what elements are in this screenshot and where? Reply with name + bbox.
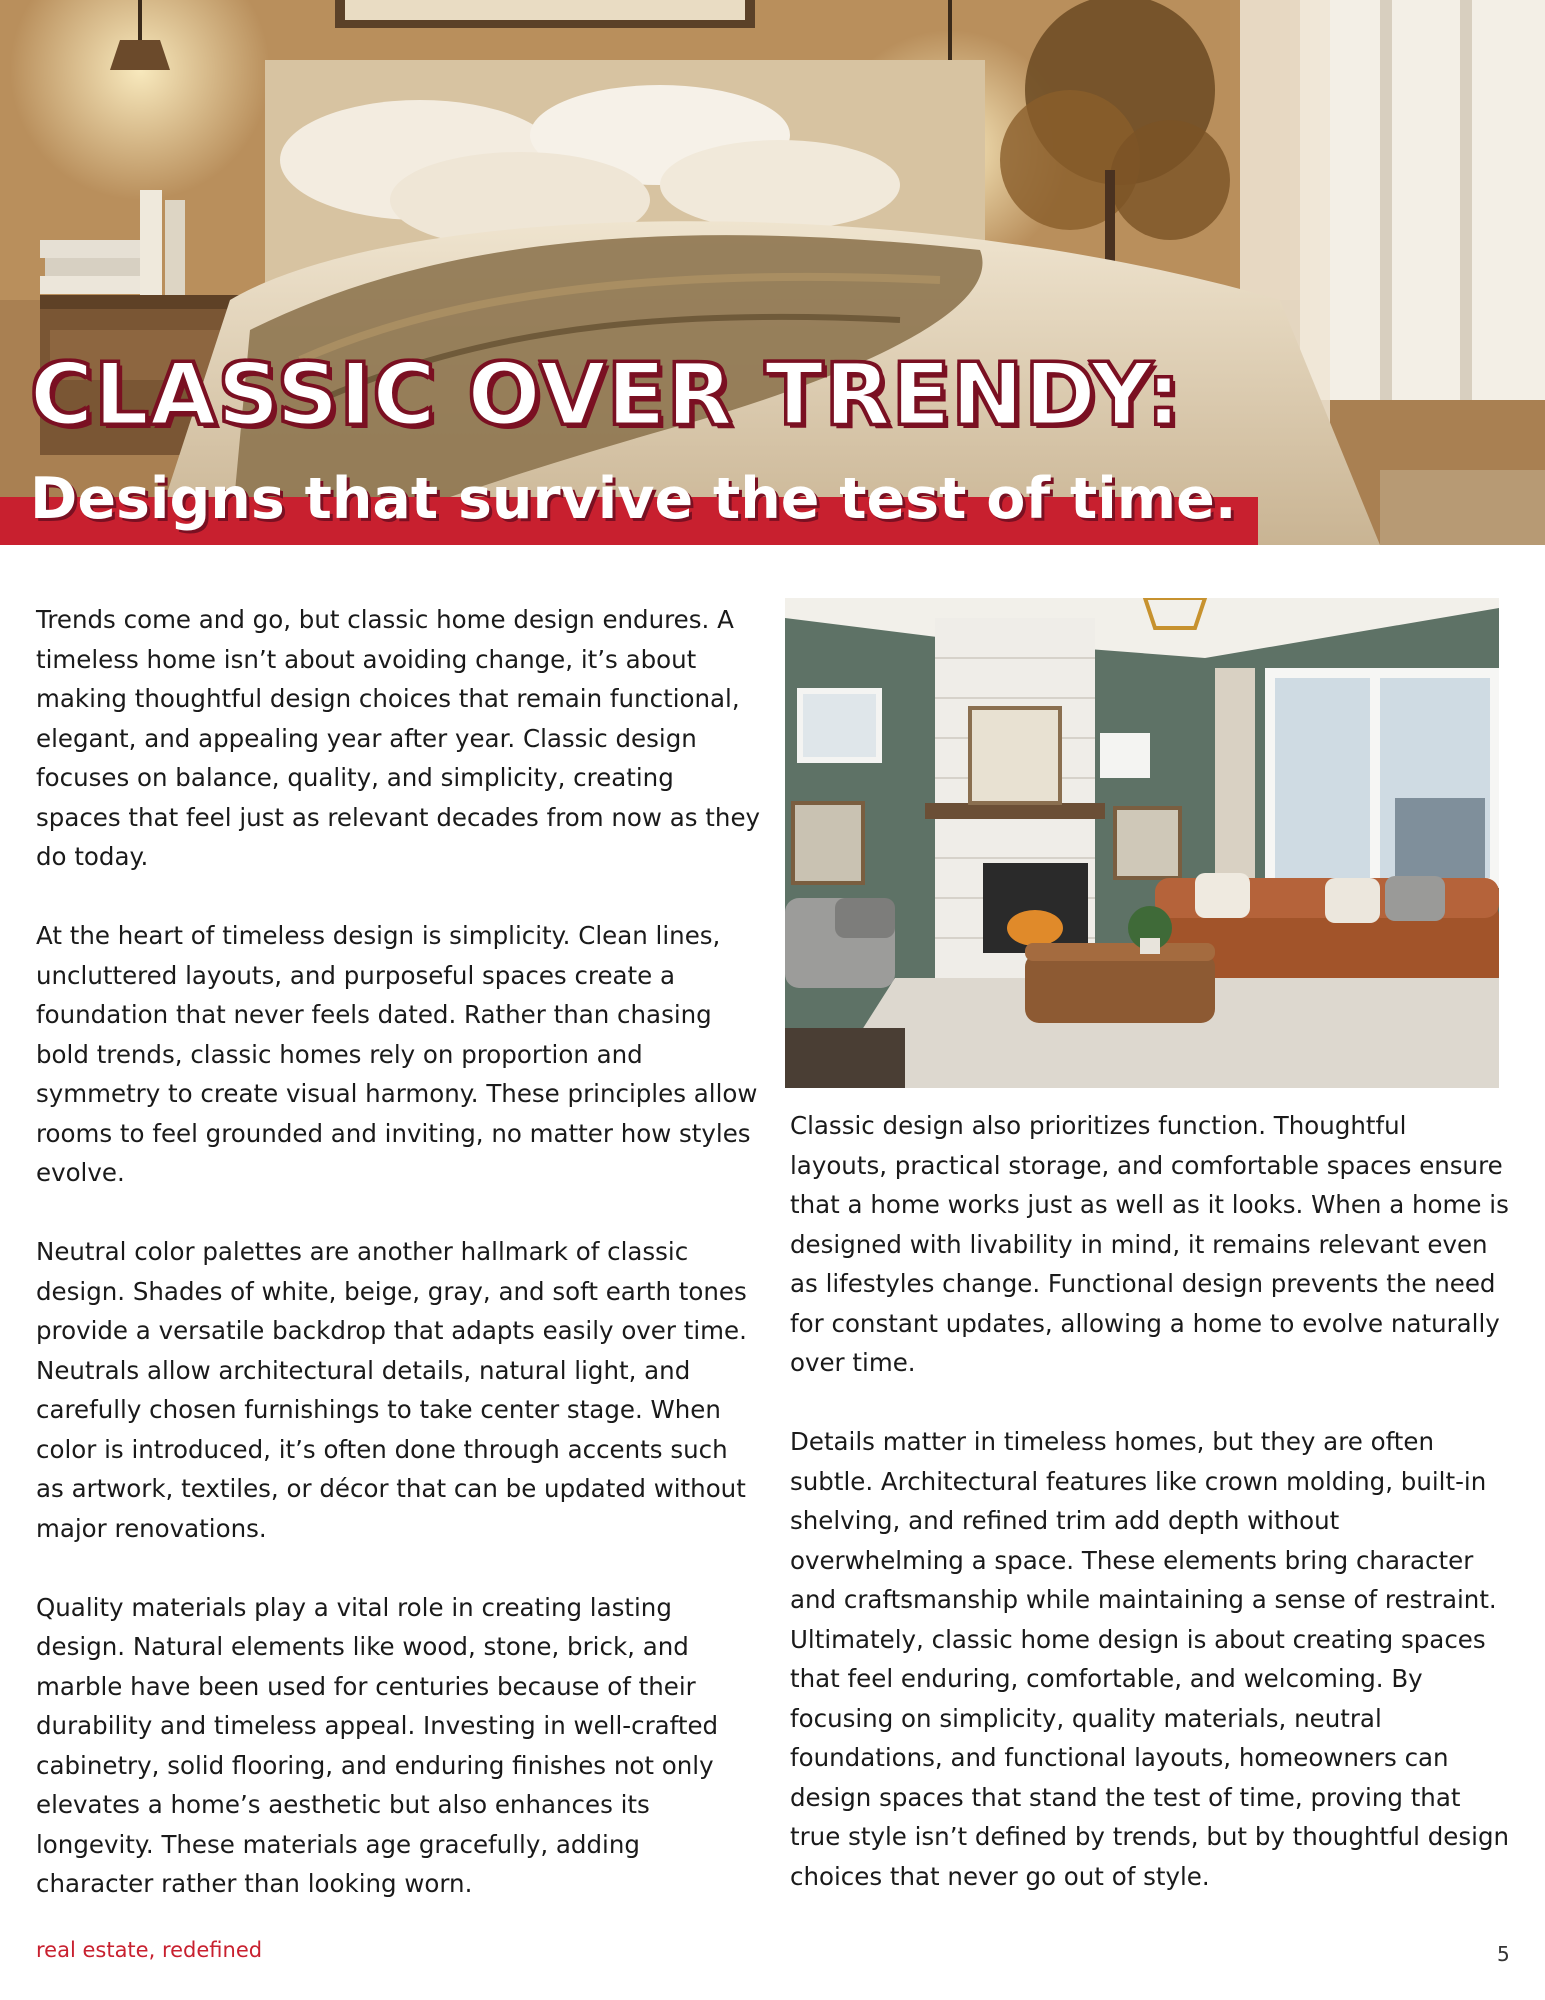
paragraph: Classic design also prioritizes function. Thoughtful layouts, practical storage, and comfortable spaces ensure that a home works just as well as it looks. When a home is designed with livability in mind, it remains relevant even as lifestyles change. Functional design prevents the need for constant updates, allowing a home to evolve naturally over time. bbox=[790, 1111, 1509, 1377]
paragraph: At the heart of timeless design is simplicity. Clean lines, uncluttered layouts, and purposeful spaces create a foundation that never feels dated. Rather than chasing bold trends, classic homes rely on proportion and symmetry to create visual harmony. These principles allow rooms to feel grounded and inviting, no matter how styles evolve. bbox=[36, 921, 758, 1187]
page-subtitle: Designs that survive the test of time. bbox=[30, 466, 1237, 532]
living-room-photo bbox=[785, 598, 1499, 1088]
article-left-column bbox=[36, 600, 762, 1943]
paragraph: Quality materials play a vital role in creating lasting design. Natural elements like wood, stone, brick, and marble have been used for centuries because of their durability and timeless appeal. Investing in well-crafted cabinetry, solid flooring, and enduring finishes not only elevates a home’s aesthetic but also enhances its longevity. These materials age gracefully, adding character rather than looking worn. bbox=[36, 1592, 719, 1898]
paragraph: Details matter in timeless homes, but they are often subtle. Architectural features like crown molding, built-in shelving, and refined trim add depth without overwhelming a space. These elements bring character and craftsmanship while maintaining a sense of restraint. Ultimately, classic home design is about creating spaces that feel enduring, comfortable, and welcoming. By focusing on simplicity, quality materials, neutral foundations, and functional layouts, homeowners can design spaces that stand the test of time, proving that true style isn’t defined by trends, but by thoughtful design choices that never go out of style. bbox=[790, 1427, 1510, 1891]
paragraph: Neutral color palettes are another hallmark of classic design. Shades of white, beige, gray, and soft earth tones provide a versatile backdrop that adapts easily over time. Neutrals allow architectural details, natural light, and carefully chosen furnishings to take center stage. When color is introduced, it’s often done through accents such as artwork, textiles, or décor that can be updated without major renovations. bbox=[36, 1237, 747, 1543]
page-title: CLASSIC OVER TRENDY: bbox=[30, 345, 1182, 445]
bedroom-illustration bbox=[0, 0, 1545, 545]
hero-bedroom-photo bbox=[0, 0, 1545, 545]
paragraph: Trends come and go, but classic home design endures. A timeless home isn’t about avoiding change, it’s about making thoughtful design choices that remain functional, elegant, and appealing year after year. Classic design focuses on balance, quality, and simplicity, creating spaces that feel just as relevant decades from now as they do today. bbox=[36, 605, 761, 871]
article-right-column bbox=[790, 1106, 1510, 1936]
footer-tagline: real estate, redefined bbox=[36, 1938, 263, 1962]
living-room-illustration bbox=[785, 598, 1499, 1088]
page-number: 5 bbox=[1497, 1942, 1510, 1966]
